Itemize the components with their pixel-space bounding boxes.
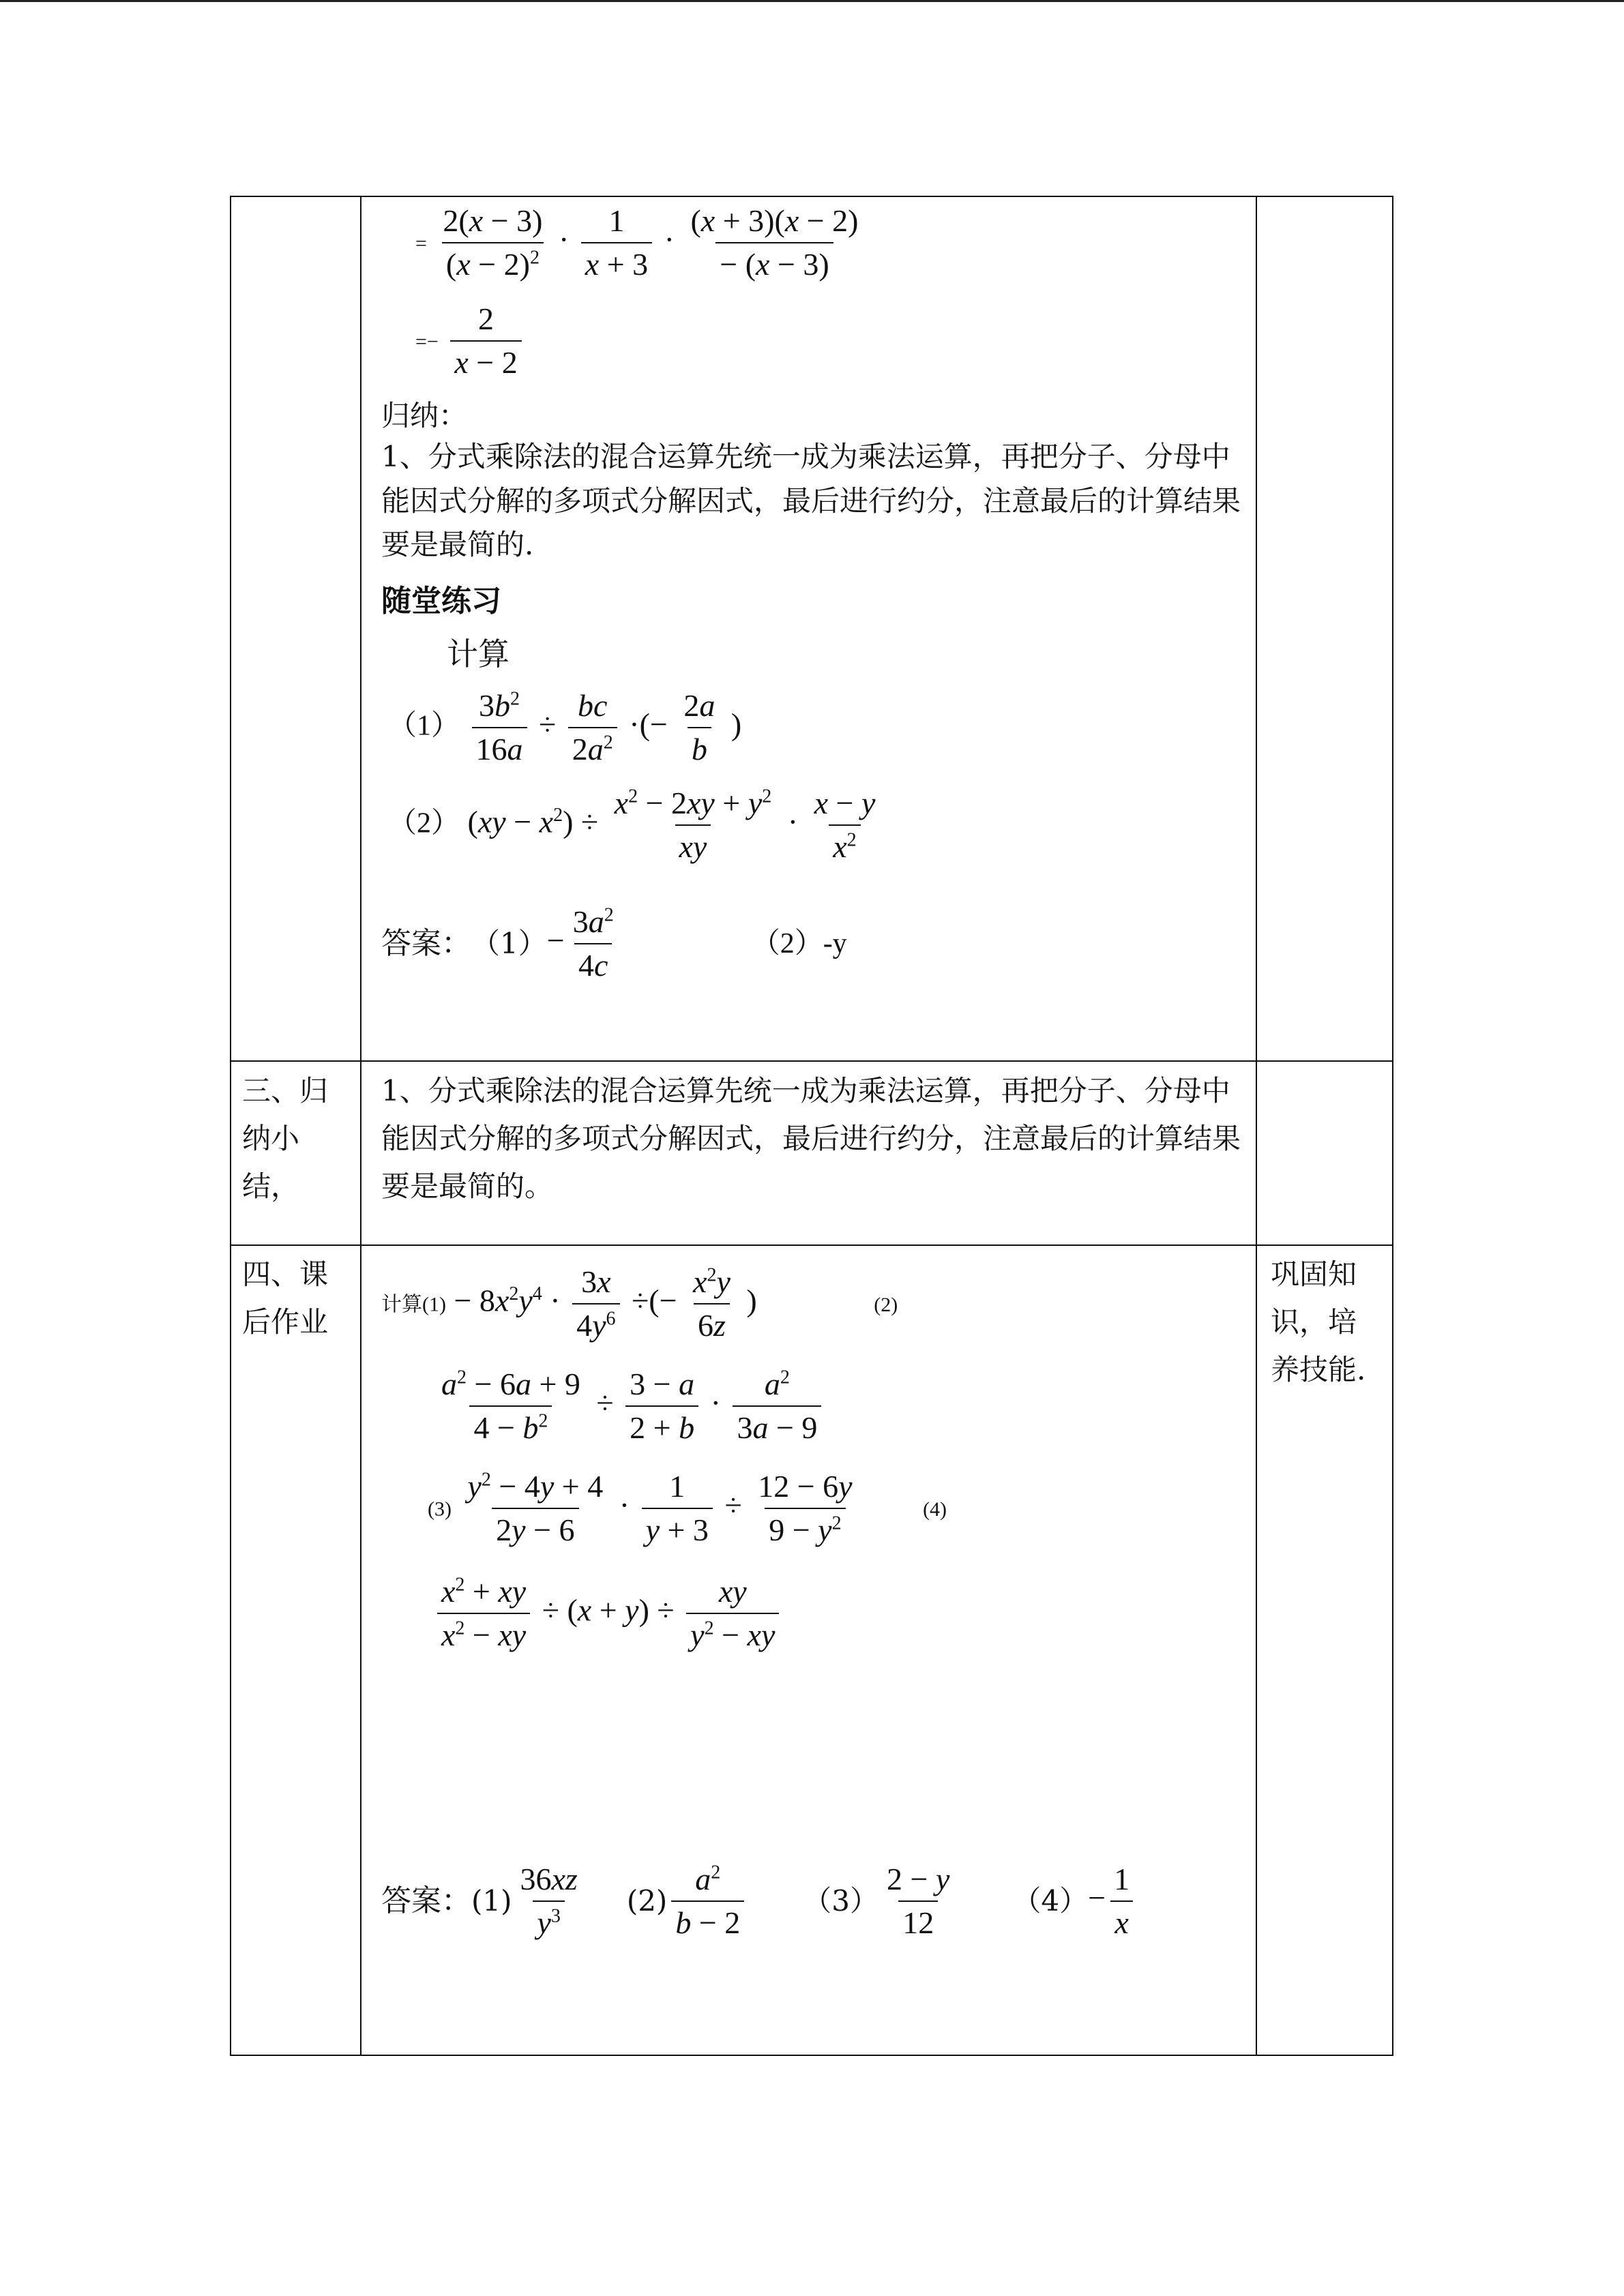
answer-label: 答案：	[381, 1883, 471, 1918]
practice-instruction: 计算	[447, 636, 510, 672]
problem-number: （2）	[388, 807, 460, 839]
label-line: 后作业	[242, 1305, 329, 1339]
label-line: 纳小	[242, 1122, 300, 1155]
answer-number: (1)	[471, 1884, 512, 1918]
practice-problem-1: （1） $\frac{3b^2}{16a}$ ÷ $\frac{bc}{2a^2}$ ·(− $\frac{2a}{b}$ )	[388, 686, 741, 769]
answer-1-value: − $\frac{3a^2}{4c}$	[547, 902, 622, 985]
summary-line: 1、分式乘除法的混合运算先统一成为乘法运算，再把分子、分母中	[381, 1074, 1230, 1107]
problem-number: (2)	[874, 1293, 898, 1316]
answer-2-value: $\frac{a^2}{b - 2}$	[667, 1860, 748, 1943]
homework-problem-4: $\frac{x^2 + xy}{x^2 - xy}$ ÷ (x + y) ÷ $\frac{xy}{y^2 - xy}$	[433, 1572, 783, 1655]
practice-heading: 随堂练习	[381, 584, 501, 618]
answer-number: （3）	[803, 1884, 879, 1918]
equals-sign: =	[415, 232, 427, 255]
summary-label: 归纳：	[381, 399, 468, 432]
equation-step-2: =− $\frac{2}{x - 2}$	[415, 299, 526, 383]
lesson-table	[230, 196, 1393, 2056]
homework-row-note	[1271, 1251, 1387, 1394]
answer-number: （4）	[1012, 1884, 1089, 1918]
summary-line: 要是最简的。	[381, 1169, 554, 1203]
problem-number: (3)	[428, 1497, 452, 1521]
homework-problem-1: 计算$(1) - 8x^2y^4$ · $\frac{3x}{4y^6}$ ÷(− $\frac{x^2y}{6z}$ ) (2)	[381, 1262, 898, 1345]
page-top-border	[0, 0, 1624, 2]
answer-number: (2)	[626, 1884, 668, 1918]
problem-number: （1）	[388, 710, 460, 742]
summary-text-line: 要是最简的.	[381, 528, 534, 561]
summary-line: 能因式分解的多项式分解因式，最后进行约分，注意最后的计算结果	[381, 1122, 1241, 1155]
column-divider	[360, 197, 361, 2055]
homework-problem-2: $\frac{a^2 - 6a + 9}{4 - b^2}$ ÷ $\frac{3 - a}{2 + b}$ · $\frac{a^2}{3a - 9}$	[433, 1365, 825, 1448]
homework-answers	[381, 1860, 1138, 1943]
answer-4-value: − $\frac{1}{x}$	[1088, 1860, 1138, 1943]
label-line: 三、归	[242, 1074, 329, 1107]
practice-problem-2: （2） $(xy - x^2)$ ÷ $\frac{x^2 - 2xy + y^2}{xy}$ · $\frac{x - y}{x^2}$	[388, 784, 883, 867]
column-divider	[1256, 197, 1257, 2055]
practice-answers	[381, 902, 847, 985]
worked-example-cell	[381, 197, 1247, 1060]
answer-2-value: （2）-y	[751, 928, 847, 959]
summary-text-line: 1、分式乘除法的混合运算先统一成为乘法运算，再把分子、分母中	[381, 440, 1230, 473]
note-line: 巩固知	[1271, 1257, 1357, 1291]
equals-minus-sign: =−	[415, 330, 439, 353]
problem-number: (4)	[923, 1497, 947, 1521]
answer-1-value: $\frac{36xz}{y^3}$	[512, 1860, 586, 1943]
answer-label: 答案：	[381, 926, 471, 961]
note-line: 养技能.	[1271, 1353, 1366, 1386]
note-line: 识，培	[1271, 1305, 1357, 1339]
summary-row-content	[381, 1067, 1247, 1210]
equation-step-1: = $\frac{2(x - 3)}{(x - 2)^2}$ · $\frac{1}{x + 3}$ · $\frac{(x + 3)(x - 2)}{- (x - 3)}$	[415, 201, 867, 284]
answer-3-value: $\frac{2 - y}{12}$	[879, 1860, 958, 1943]
compute-prefix: 计算	[381, 1293, 422, 1316]
label-line: 结，	[242, 1169, 300, 1203]
summary-row-label	[242, 1067, 358, 1210]
summary-text-line: 能因式分解的多项式分解因式，最后进行约分，注意最后的计算结果	[381, 484, 1241, 518]
label-line: 四、课	[242, 1257, 329, 1291]
answer-number: （1）	[471, 927, 547, 960]
row-divider	[231, 1060, 1392, 1062]
homework-problem-3: (3) $\frac{y^2 - 4y + 4}{2y - 6}$ · $\frac{1}{y + 3}$ ÷ $\frac{12 - 6y}{9 - y^2}$ (4)	[428, 1467, 947, 1550]
homework-content-cell	[381, 1244, 1247, 2056]
problem-number: (1)	[422, 1293, 446, 1316]
homework-row-label	[242, 1251, 358, 1346]
